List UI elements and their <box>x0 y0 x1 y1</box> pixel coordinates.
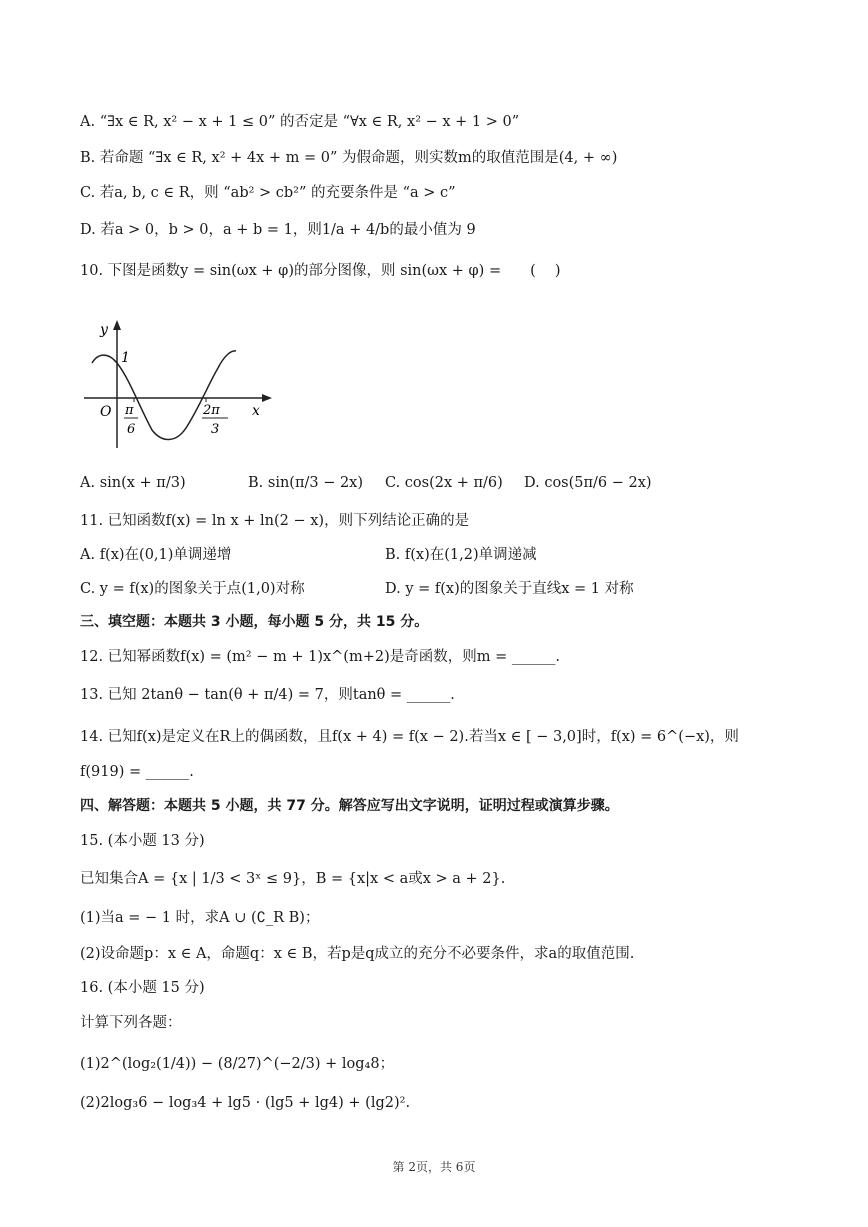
option-10c: C. cos(2x + π/6) <box>385 475 503 491</box>
x-axis-label: x <box>252 403 260 419</box>
question-14-line1: 14. 已知f(x)是定义在R上的偶函数，且f(x + 4) = f(x − 2).若当x ∈ [ − 3,0]时，f(x) = 6^(−x)，则 <box>80 729 739 745</box>
option-9a: A. “∃x ∈ R, x² − x + 1 ≤ 0” 的否定是 “∀x ∈ R, x² − x + 1 > 0” <box>80 114 520 130</box>
y-axis-label: y <box>100 322 108 338</box>
section-4-heading: 四、解答题：本题共 5 小题，共 77 分。解答应写出文字说明，证明过程或演算步骤。 <box>80 798 619 814</box>
option-10a: A. sin(x + π/3) <box>80 475 186 491</box>
question-12: 12. 已知幂函数f(x) = (m² − m + 1)x^(m+2)是奇函数，则m = ______. <box>80 649 560 665</box>
question-15-title: 15. (本小题 13 分) <box>80 833 205 849</box>
option-11b: B. f(x)在(1,2)单调递减 <box>385 547 537 563</box>
y-axis-arrow <box>113 320 121 330</box>
question-16-stem: 计算下列各题： <box>80 1015 182 1031</box>
question-16-title: 16. (本小题 15 分) <box>80 980 205 996</box>
option-10d: D. cos(5π/6 − 2x) <box>524 475 652 491</box>
x-axis-arrow <box>262 394 272 402</box>
option-11a: A. f(x)在(0,1)单调递增 <box>80 547 232 563</box>
sine-graph <box>84 318 274 448</box>
x-tick1-den: 6 <box>127 422 136 437</box>
y-tick-label: 1 <box>121 350 130 366</box>
question-13: 13. 已知 2tanθ − tan(θ + π/4) = 7，则tanθ = ______. <box>80 687 455 703</box>
origin-label: O <box>100 404 112 420</box>
option-11c: C. y = f(x)的图象关于点(1,0)对称 <box>80 581 305 597</box>
question-16-part2: (2)2log₃6 − log₃4 + lg5 · (lg5 + lg4) + (lg2)². <box>80 1095 411 1111</box>
question-10-stem: 10. 下图是函数y = sin(ωx + φ)的部分图像，则 sin(ωx + φ) = ( ) <box>80 263 561 279</box>
question-14-line2: f(919) = ______. <box>80 764 194 780</box>
question-11-stem: 11. 已知函数f(x) = ln x + ln(2 − x)，则下列结论正确的是 <box>80 513 470 529</box>
option-9c: C. 若a, b, c ∈ R，则 “ab² > cb²” 的充要条件是 “a > c” <box>80 185 456 201</box>
option-11d: D. y = f(x)的图象关于直线x = 1 对称 <box>385 581 634 597</box>
question-15-part2: (2)设命题p：x ∈ A，命题q：x ∈ B，若p是q成立的充分不必要条件，求a的取值范围. <box>80 946 635 962</box>
question-15-part1: (1)当a = − 1 时，求A ∪ (∁_R B)； <box>80 910 320 926</box>
question-15-stem: 已知集合A = {x | 1/3 < 3ˣ ≤ 9}，B = {x|x < a或x > a + 2}. <box>80 871 506 887</box>
section-3-heading: 三、填空题：本题共 3 小题，每小题 5 分，共 15 分。 <box>80 614 429 630</box>
x-tick2-num: 2π <box>203 403 220 418</box>
option-10b: B. sin(π/3 − 2x) <box>248 475 364 491</box>
x-tick1-num: π <box>125 403 134 418</box>
page-footer: 第 2页，共 6页 <box>392 1160 476 1174</box>
option-9d: D. 若a > 0，b > 0，a + b = 1，则1/a + 4/b的最小值为 9 <box>80 222 476 238</box>
question-16-part1: (1)2^(log₂(1/4)) − (8/27)^(−2/3) + log₄8； <box>80 1056 395 1072</box>
x-tick2-den: 3 <box>211 422 220 437</box>
option-9b: B. 若命题 “∃x ∈ R, x² + 4x + m = 0” 为假命题，则实数m的取值范围是(4, + ∞) <box>80 150 618 166</box>
